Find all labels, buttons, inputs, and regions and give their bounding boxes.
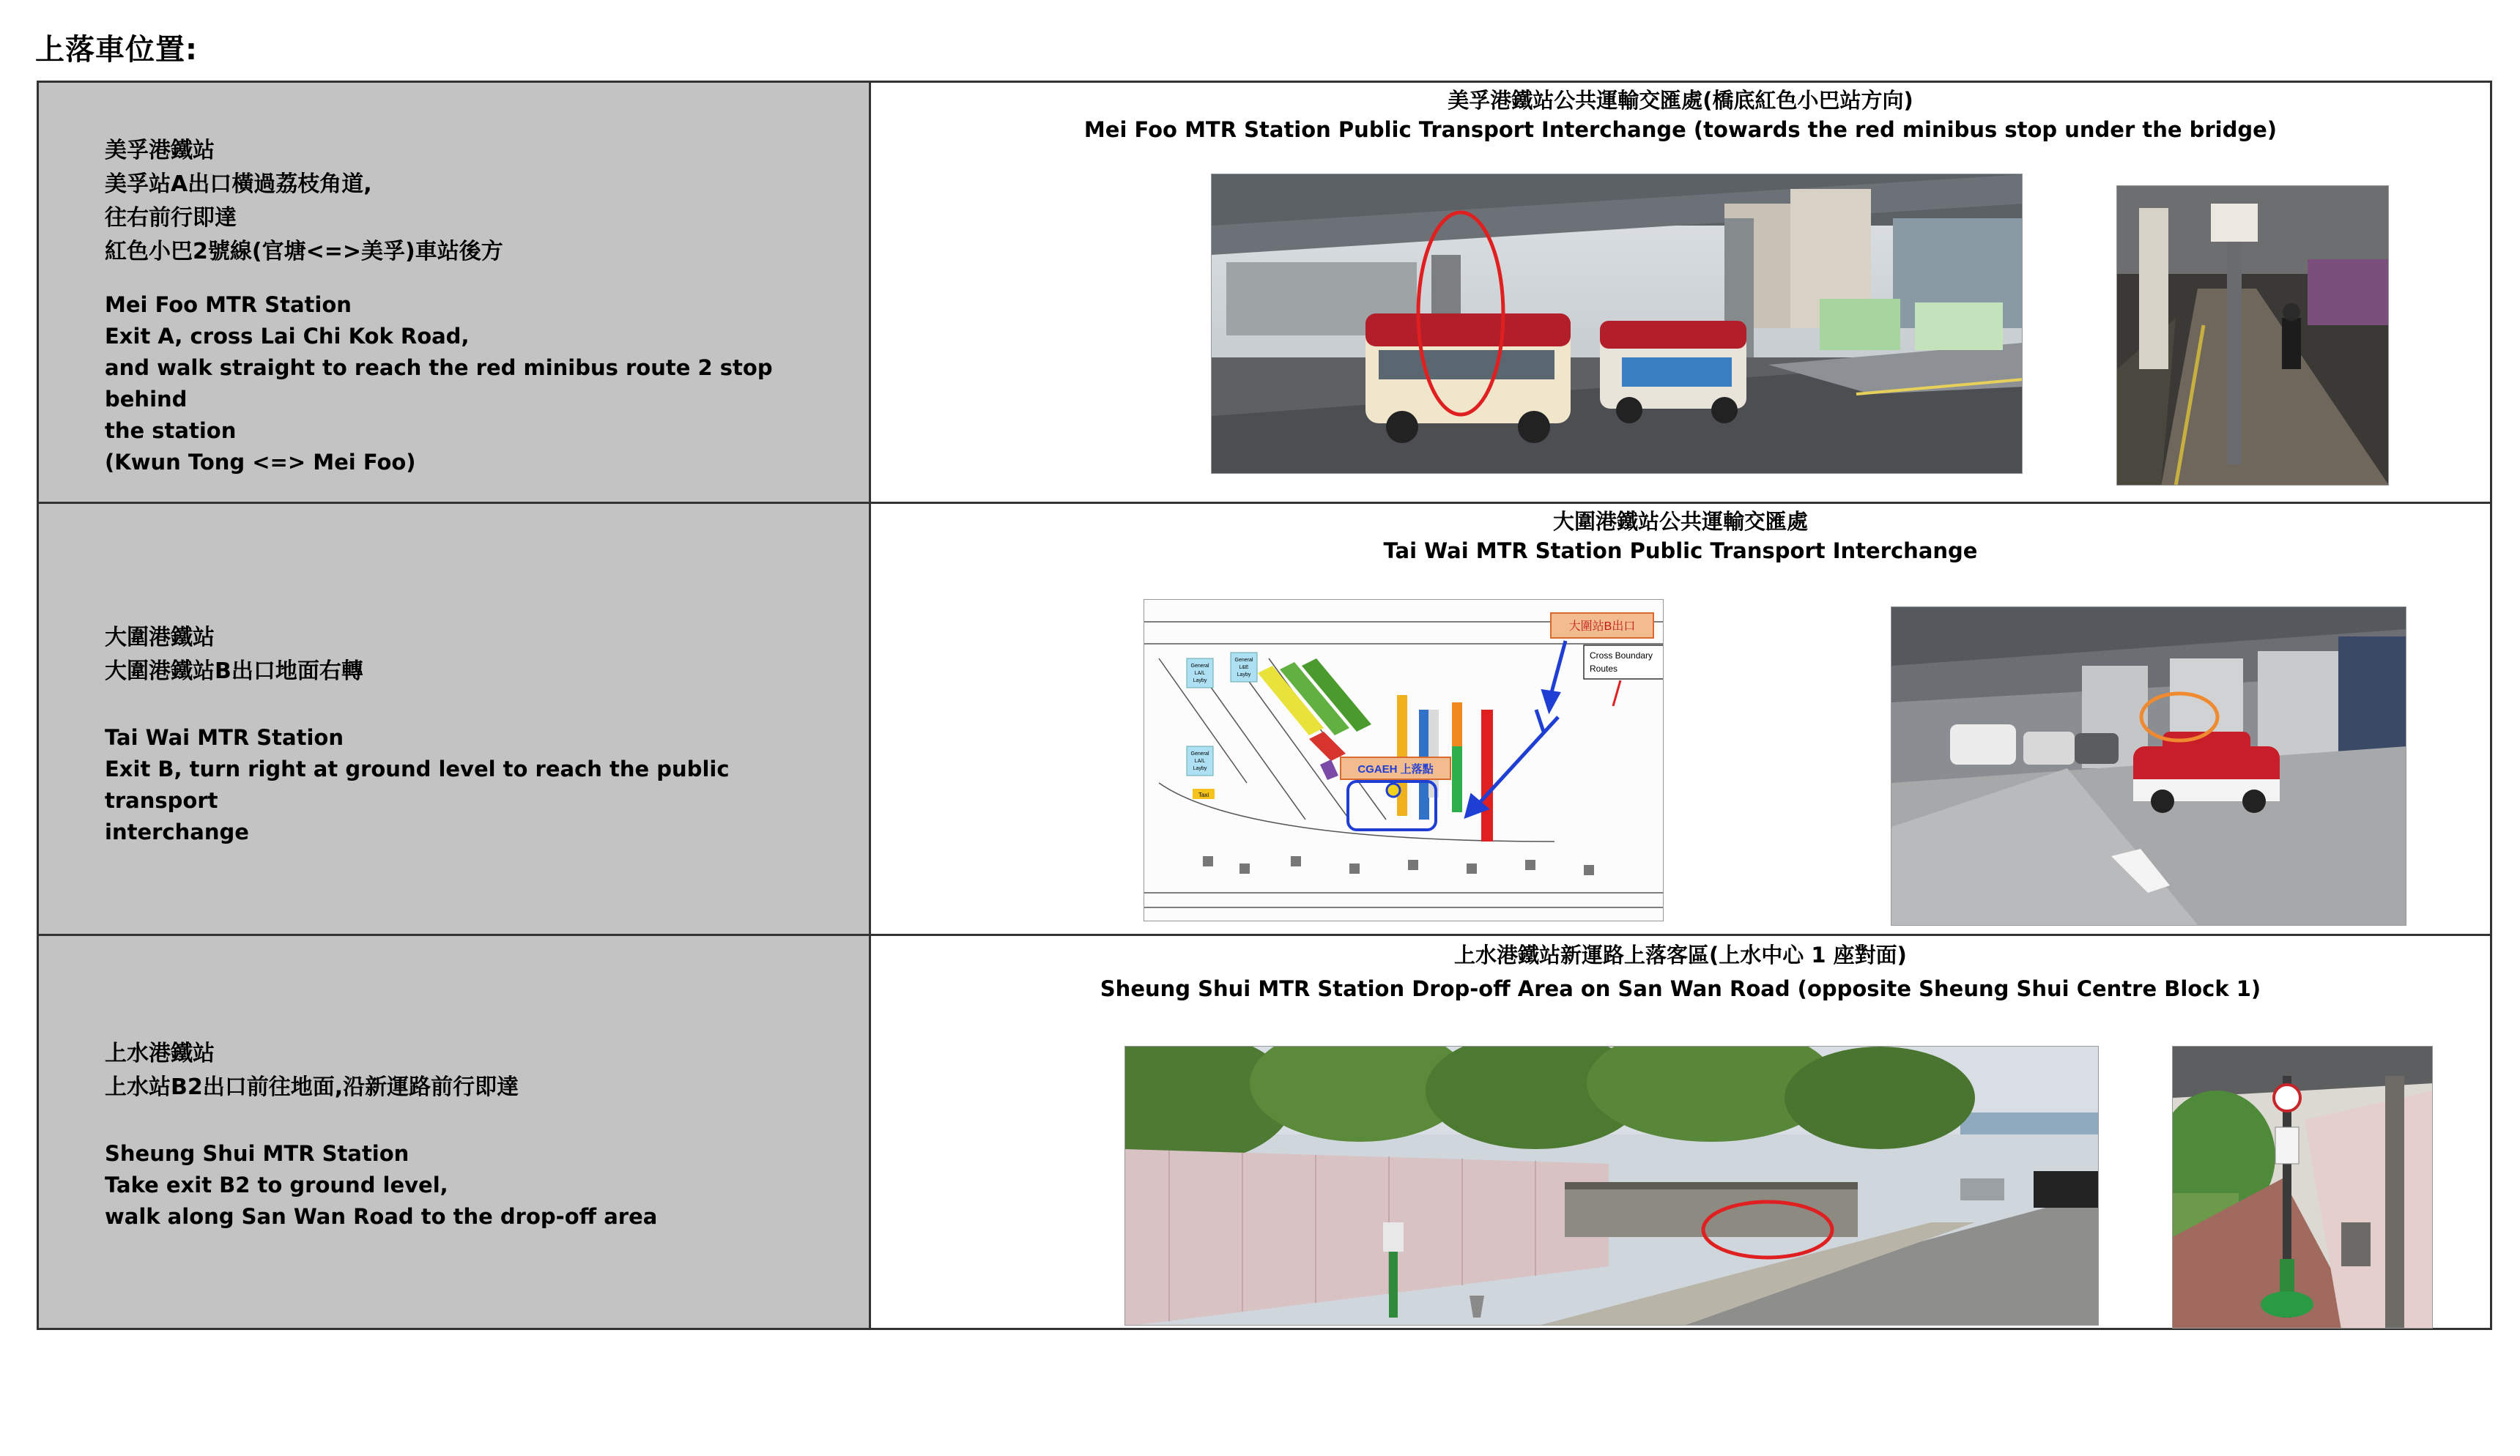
- map-cgaeh-label: CGAEH 上落點: [1357, 763, 1434, 776]
- map-label: Layby: [1193, 766, 1207, 771]
- taxi-stand-photo: [1891, 606, 2406, 926]
- map-label: LA/L: [1194, 671, 1206, 676]
- station-name-zh: 上水港鐵站: [105, 1041, 215, 1066]
- caption-zh: 上水港鐵站新運路上落客區(上水中心 1 座對面): [1454, 943, 1907, 967]
- map-label: Taxi: [1198, 792, 1209, 798]
- map-label: Cross Boundary: [1590, 650, 1653, 661]
- caption-zh: 大圍港鐵站公共運輸交匯處: [1552, 509, 1808, 534]
- interchange-map: [1144, 599, 1664, 921]
- directions-en-line: Exit B, turn right at ground level to reach the public transport: [105, 757, 730, 813]
- caption-en: Tai Wai MTR Station Public Transport Interchange: [1383, 538, 1978, 563]
- directions-en-line: Take exit B2 to ground level,: [105, 1173, 448, 1197]
- map-label: General: [1190, 664, 1209, 669]
- directions-zh-line: 往右前行即達: [105, 205, 237, 231]
- photo-cell: [871, 936, 2490, 1328]
- map-label: LA/L: [1194, 759, 1206, 764]
- directions-cell: [39, 936, 871, 1328]
- station-name-en: Tai Wai MTR Station: [105, 725, 344, 750]
- table-row-mei-foo: [39, 83, 2490, 502]
- directions-text: [105, 621, 847, 848]
- location-table: [37, 81, 2492, 1330]
- map-label: L&E: [1239, 665, 1249, 670]
- directions-zh-line: 大圍港鐵站B出口地面右轉: [105, 658, 363, 684]
- photo-cell: [871, 83, 2490, 502]
- directions-zh-line: 紅色小巴2號線(官塘<=>美孚)車站後方: [105, 239, 503, 264]
- station-name-en: Sheung Shui MTR Station: [105, 1141, 410, 1166]
- map-label: Layby: [1193, 678, 1207, 683]
- directions-cell: [39, 504, 871, 934]
- directions-en-line: interchange: [105, 820, 249, 844]
- directions-zh-line: 美孚站A出口橫過荔枝角道,: [105, 171, 372, 197]
- table-row-sheung-shui: [39, 934, 2490, 1328]
- directions-zh-line: 上水站B2出口前往地面,沿新運路前行即達: [105, 1074, 519, 1100]
- station-name-en: Mei Foo MTR Station: [105, 292, 352, 317]
- map-label: Layby: [1237, 672, 1251, 677]
- directions-en-line: the station: [105, 418, 237, 443]
- directions-text: [105, 1037, 847, 1233]
- directions-en-line: Exit A, cross Lai Chi Kok Road,: [105, 324, 470, 349]
- station-name-zh: 大圍港鐵站: [105, 625, 215, 650]
- bus-stop-pole-photo: [2116, 185, 2389, 486]
- station-name-zh: 美孚港鐵站: [105, 138, 215, 163]
- directions-text: [105, 134, 847, 478]
- map-exit-label: 大圍站B出口: [1568, 620, 1636, 633]
- directions-en-line: and walk straight to reach the red minibus route 2 stop behind: [105, 355, 773, 412]
- map-label: General: [1190, 751, 1209, 757]
- directions-cell: [39, 83, 871, 502]
- drop-off-sign-photo: [2172, 1046, 2433, 1329]
- page-title: 上落車位置:: [35, 33, 198, 67]
- map-label: Routes: [1590, 664, 1618, 674]
- directions-en-line: (Kwun Tong <=> Mei Foo): [105, 450, 416, 475]
- caption-en: Mei Foo MTR Station Public Transport Interchange (towards the red minibus stop under the bridge): [1083, 117, 2278, 142]
- directions-en-line: walk along San Wan Road to the drop-off area: [105, 1204, 658, 1229]
- table-row-tai-wai: [39, 502, 2490, 934]
- minibus-stop-photo: [1211, 174, 2023, 474]
- map-label: General: [1234, 658, 1253, 663]
- drop-off-area-photo: [1124, 1046, 2099, 1326]
- photo-cell: [871, 504, 2490, 934]
- caption-en: Sheung Shui MTR Station Drop-off Area on San Wan Road (opposite Sheung Shui Centre Block 1): [1100, 976, 2261, 1001]
- caption-zh: 美孚港鐵站公共運輸交匯處(橋底紅色小巴站方向): [1448, 88, 1913, 113]
